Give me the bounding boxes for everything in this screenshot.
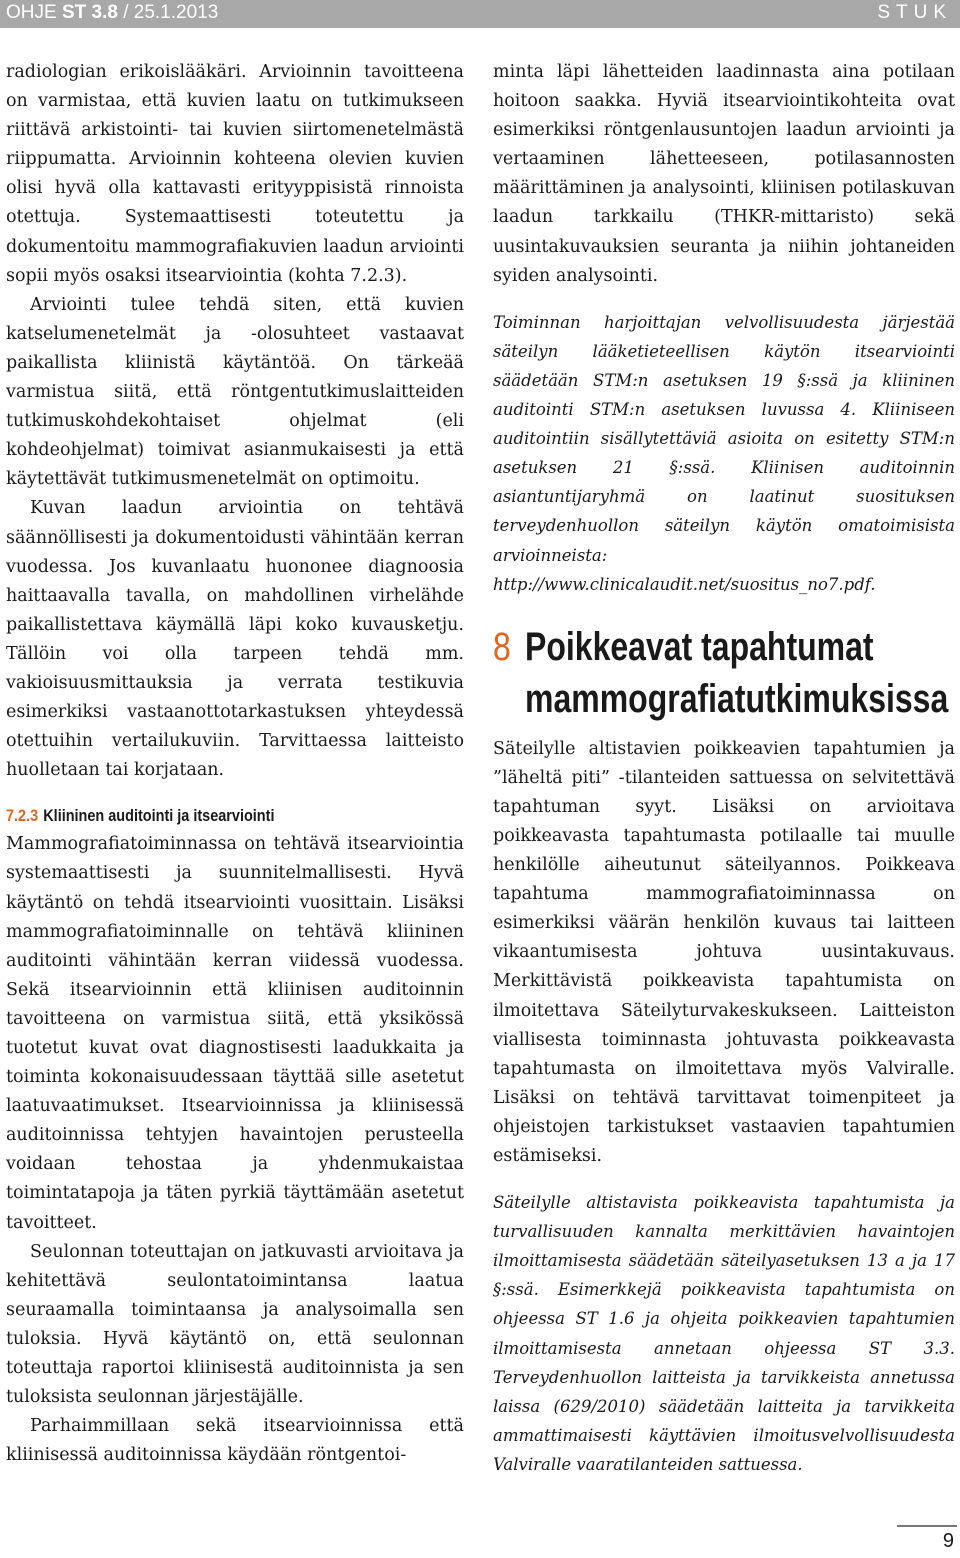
- paragraph: Seulonnan toteuttajan on jatkuvasti arvioitava ja kehitettävä seulontatoimintansa laatua seuraamalla toimintaansa ja analysoimalla sen tuloksia. Hyvä käytäntö on, että seulonnan toteuttaja raportoi kliinisestä auditoinnista ja sen tuloksista seulonnan järjestäjälle.: [6, 1241, 464, 1408]
- page-header: [0, 0, 960, 28]
- paragraph: Arviointi tulee tehdä siten, että kuvien katselumenetelmät ja -olosuhteet vastaavat paikallista kliinistä käytäntöä. On tärkeää varmistua siitä, että röntgentutkimuslaitteiden tutkimuskohdekohtaiset ohjelmat (eli kohdeohjelmat) toimivat asianmukaisesti ja että käytettävät tutkimusmenetelmät on optimoitu.: [6, 294, 464, 490]
- footer-rule: [897, 1525, 957, 1527]
- doc-prefix: OHJE: [6, 2, 62, 23]
- paragraph: minta läpi lähetteiden laadinnasta aina potilaan hoitoon saakka. Hyviä itsearviointikohteita ovat esimerkiksi röntgenlausuntojen laadun arviointi ja vertaaminen lähetteeseen, potilasannosten määrittäminen ja analysointi, kliinisen potilaskuvan laadun tarkkailu (THKR-mittaristo) sekä uusintakuvauksien seuranta ja niihin johtaneiden syiden analysointi.: [493, 62, 955, 286]
- document-id: [6, 2, 218, 24]
- left-column: [6, 58, 464, 1470]
- right-column: [493, 58, 955, 1479]
- subsection-number: 7.2.3: [6, 806, 39, 826]
- paragraph: Säteilylle altistavien poikkeavien tapahtumien ja ”läheltä piti” -tilanteiden sattuessa on selvitettävä tapahtuman syyt. Lisäksi on arvioitava poikkeavasta tapahtumasta potilaalle tai muulle henkilölle aiheutunut säteilyannos. Poikkeava tapahtuma mammografiatoiminnassa on esimerkiksi väärän henkilön kuvaus tai laitteen vikaantumisesta johtuva uusintakuvaus. Merkittävistä poikkeavista tapahtumista on ilmoitettava Säteilyturvakeskukseen. Laitteiston viallisesta toiminnasta johtuvasta poikkeavasta tapahtumasta on ilmoitettava myös Valviralle. Lisäksi on tehtävä tarvittavat toimenpiteet ja ohjeistojen tarkistukset vastaavien tapahtumien estämiseksi.: [493, 738, 955, 1166]
- paragraph: Kuvan laadun arviointia on tehtävä säännöllisesti ja dokumentoidusti vähintään kerran vuodessa. Jos kuvanlaatu huononee diagnoosia haittaavalla tavalla, on mahdollinen virhelähde paikallistettava käymällä läpi koko kuvausketju. Tällöin voi olla tarpeen tehdä mm. vakioisuusmittauksia ja verrata testikuvia esimerkiksi vastaanottotarkastuksen yhteydessä otettuihin vertailukuviin. Tarvittaessa laitteisto huolletaan tai korjataan.: [6, 498, 464, 781]
- page-number: 9: [942, 1530, 954, 1552]
- section-title: Poikkeavat tapahtumat mammografiatutkimuksissa: [525, 624, 949, 721]
- paragraph: radiologian erikoislääkäri. Arvioinnin tavoitteena on varmistaa, että kuvien laatu on tutkimukseen riittävä arkistointi- tai kuvien siirtomenetelmästä riippumatta. Arvioinnin kohteena olevien kuvien olisi hyvä olla kattavasti erityyppisistä rinnoista otettuja. Systemaattisesti toteutettu ja dokumentoitu mammografiakuvien laadun arviointi sopii myös osaksi itsearviointia (kohta 7.2.3).: [6, 62, 464, 286]
- subsection-heading: [6, 805, 395, 827]
- subsection-title: Kliininen auditointi ja itsearviointi: [43, 806, 275, 826]
- paragraph: Parhaimmillaan sekä itsearvioinnissa että kliinisessä auditoinnissa käydään röntgentoi-: [6, 1416, 464, 1466]
- section-number: 8: [493, 624, 511, 669]
- doc-date: / 25.1.2013: [117, 2, 219, 23]
- legal-note: Säteilylle altistavista poikkeavista tapahtumista ja turvallisuuden kannalta merkittävien havaintojen ilmoittamisesta säädetään säteilyasetuksen 13 a ja 17 §:ssä. Esimerkkejä poikkeavista tapahtumista on ohjeessa ST 1.6 ja ohjeita poikkeavien tapahtumien ilmoittamisesta annetaan ohjeessa ST 3.3. Terveydenhuollon laitteista ja tarvikkeista annetussa laissa (629/2010) säädetään laitteita ja tarvikkeita ammattimaisesti käyttävien ilmoitusvelvollisuudesta Valviralle vaaratilanteiden sattuessa.: [493, 1193, 955, 1474]
- paragraph: Mammografiatoiminnassa on tehtävä itsearviointia systemaattisesti ja suunnitelmallisesti. Hyvä käytäntö on tehdä itsearviointi vuosittain. Lisäksi mammografiatoiminnalle on tehtävä kliininen auditointi vähintään kerran viidessä vuodessa. Sekä itsearvioinnin että kliinisen auditoinnin tavoitteena on varmistua siitä, että yksikössä tuotetut kuvat ovat diagnostisesti laadukkaita ja toiminta kokonaisuudessaan täyttää sille asetetut laatuvaatimukset. Itsearvioinnissa ja kliinisessä auditoinnissa tehtyjen havaintojen perusteella voidaan tehostaa ja yhdenmukaistaa toimintatapoja ja täten pyrkiä täyttämään asetetut tavoitteet.: [6, 834, 464, 1233]
- doc-series: ST 3.8: [61, 2, 118, 23]
- legal-note: Toiminnan harjoittajan velvollisuudesta järjestää säteilyn lääketieteellisen käytön itsearviointi säädetään STM:n asetuksen 19 §:ssä ja kliininen auditointi STM:n asetuksen luvussa 4. Kliiniseen auditointiin sisällytettäviä asioita on esitetty STM:n asetuksen 21 §:ssä. Kliinisen auditoinnin asiantuntijaryhmä on laatinut suosituksen terveydenhuollon säteilyn käytön omatoimisista arvioinneista: http://www.clinicalaudit.net/suositus_no7.pdf.: [493, 312, 955, 594]
- section-heading: [493, 621, 957, 725]
- brand-name: STUK: [877, 2, 952, 23]
